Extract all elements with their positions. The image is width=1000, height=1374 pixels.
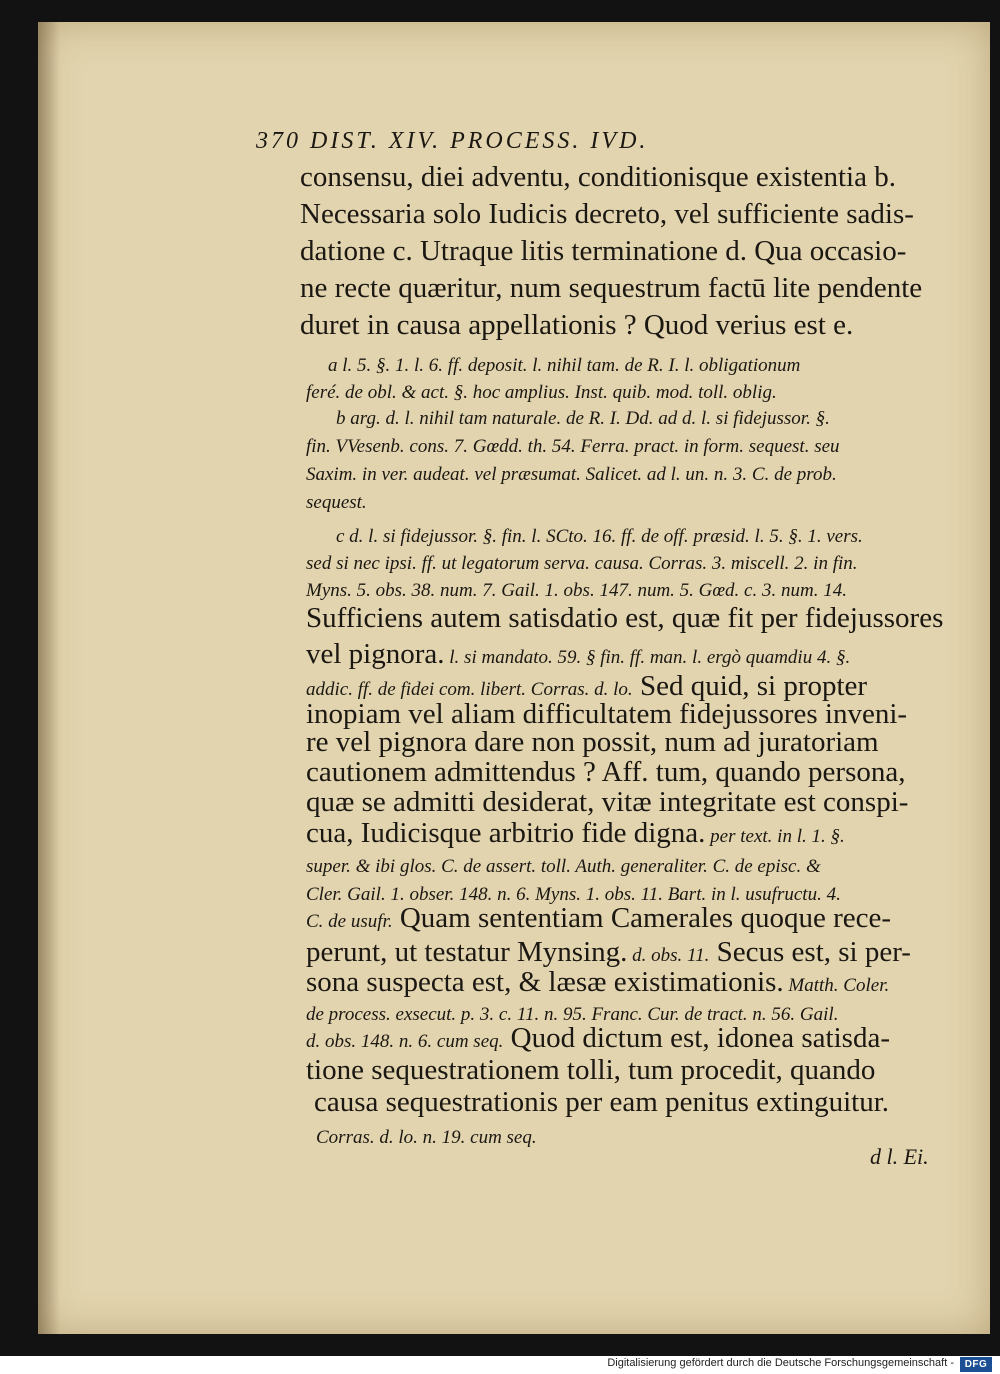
catchword: d l. Ei.: [870, 1144, 929, 1169]
main-text-line: cautionem admittendus ? Aff. tum, quando persona,: [306, 756, 906, 788]
main-text-line: inopiam vel aliam difficultatem fidejussores inveni-: [306, 698, 908, 730]
citation-text: l. si mandato. 59. § fin. ff. man. l. ergò quamdiu 4. §.: [444, 647, 851, 668]
main-text: Secus est, si per-: [709, 936, 911, 968]
footnote-line: a l. 5. §. 1. l. 6. ff. deposit. l. nihil tam. de R. I. l. obligationum: [328, 355, 801, 376]
book-page: [38, 22, 990, 1334]
main-text-line: [306, 817, 845, 850]
main-text: vel pignora.: [306, 638, 445, 670]
funding-credit: Digitalisierung gefördert durch die Deutsche Forschungsgemeinschaft -: [607, 1357, 954, 1369]
main-text: perunt, ut testatur Mynsing.: [306, 936, 628, 968]
main-text-line: [306, 966, 889, 999]
main-text-line: quæ se admitti desiderat, vitæ integritate est conspi-: [306, 786, 909, 818]
citation-line: de process. exsecut. p. 3. c. 11. n. 95. Franc. Cur. de tract. n. 56. Gail.: [306, 1004, 839, 1025]
footnote-line: Myns. 5. obs. 38. num. 7. Gail. 1. obs. 147. num. 5. Gœd. c. 3. num. 14.: [306, 580, 847, 601]
main-text-line: consensu, diei adventu, conditionisque existentia b.: [300, 161, 896, 193]
footer-bar: [0, 1356, 1000, 1374]
main-text-line: datione c. Utraque litis terminatione d. Qua occasio-: [300, 235, 907, 267]
main-text: Quam sententiam Camerales quoque rece-: [392, 902, 892, 934]
main-text-line: [306, 902, 891, 935]
citation-text: addic. ff. de fidei com. libert. Corras. d. lo.: [306, 679, 633, 700]
citation-text: d. obs. 11.: [627, 945, 710, 966]
main-text-line: Sufficiens autem satisdatio est, quæ fit per fidejussores: [306, 602, 944, 634]
main-text-line: ne recte quæritur, num sequestrum factū lite pendente: [300, 272, 923, 304]
citation-text: Matth. Coler.: [783, 975, 890, 996]
footnote-line: Saxim. in ver. audeat. vel præsumat. Salicet. ad l. un. n. 3. C. de prob.: [306, 464, 837, 485]
footnote-line: fin. VVesenb. cons. 7. Gœdd. th. 54. Ferra. pract. in form. sequest. seu: [306, 436, 840, 457]
main-text-line: tione sequestrationem tolli, tum procedit, quando: [306, 1054, 876, 1086]
main-text: cua, Iudicisque arbitrio fide digna.: [306, 817, 706, 849]
main-text: Quod dictum est, idonea satisda-: [503, 1022, 890, 1054]
dfg-logo-icon[interactable]: DFG: [960, 1357, 992, 1372]
main-text: sona suspecta est, & læsæ existimationis.: [306, 966, 784, 998]
footnote-line: b arg. d. l. nihil tam naturale. de R. I. Dd. ad d. l. si fidejussor. §.: [336, 408, 830, 429]
footnote-line: sed si nec ipsi. ff. ut legatorum serva. causa. Corras. 3. miscell. 2. in fin.: [306, 553, 858, 574]
citation-line: super. & ibi glos. C. de assert. toll. Auth. generaliter. C. de episc. &: [306, 856, 821, 877]
main-text: Sed quid, si propter: [632, 670, 868, 702]
main-text-line: [306, 1022, 890, 1055]
main-text-line: causa sequestrationis per eam penitus extinguitur.: [314, 1086, 890, 1118]
citation-text: per text. in l. 1. §.: [705, 826, 845, 847]
gutter-shadow: [38, 22, 60, 1334]
main-text-line: [306, 638, 850, 671]
running-header: 370 DIST. XIV. PROCESS. IVD.: [256, 128, 649, 154]
footnote-line: c d. l. si fidejussor. §. fin. l. SCto. 16. ff. de off. præsid. l. 5. §. 1. vers.: [336, 526, 863, 547]
citation-line: Corras. d. lo. n. 19. cum seq.: [316, 1127, 537, 1148]
citation-line: Cler. Gail. 1. obser. 148. n. 6. Myns. 1. obs. 11. Bart. in l. usufructu. 4.: [306, 884, 841, 905]
main-text-line: [306, 936, 911, 969]
main-text-line: Necessaria solo Iudicis decreto, vel sufficiente sadis-: [300, 198, 914, 230]
main-text-line: duret in causa appellationis ? Quod verius est e.: [300, 309, 854, 341]
main-text-line: re vel pignora dare non possit, num ad juratoriam: [306, 726, 879, 758]
citation-text: d. obs. 148. n. 6. cum seq.: [306, 1031, 504, 1052]
footnote-line: feré. de obl. & act. §. hoc amplius. Inst. quib. mod. toll. oblig.: [306, 382, 777, 403]
footnote-line: sequest.: [306, 492, 367, 513]
citation-text: C. de usufr.: [306, 911, 393, 932]
